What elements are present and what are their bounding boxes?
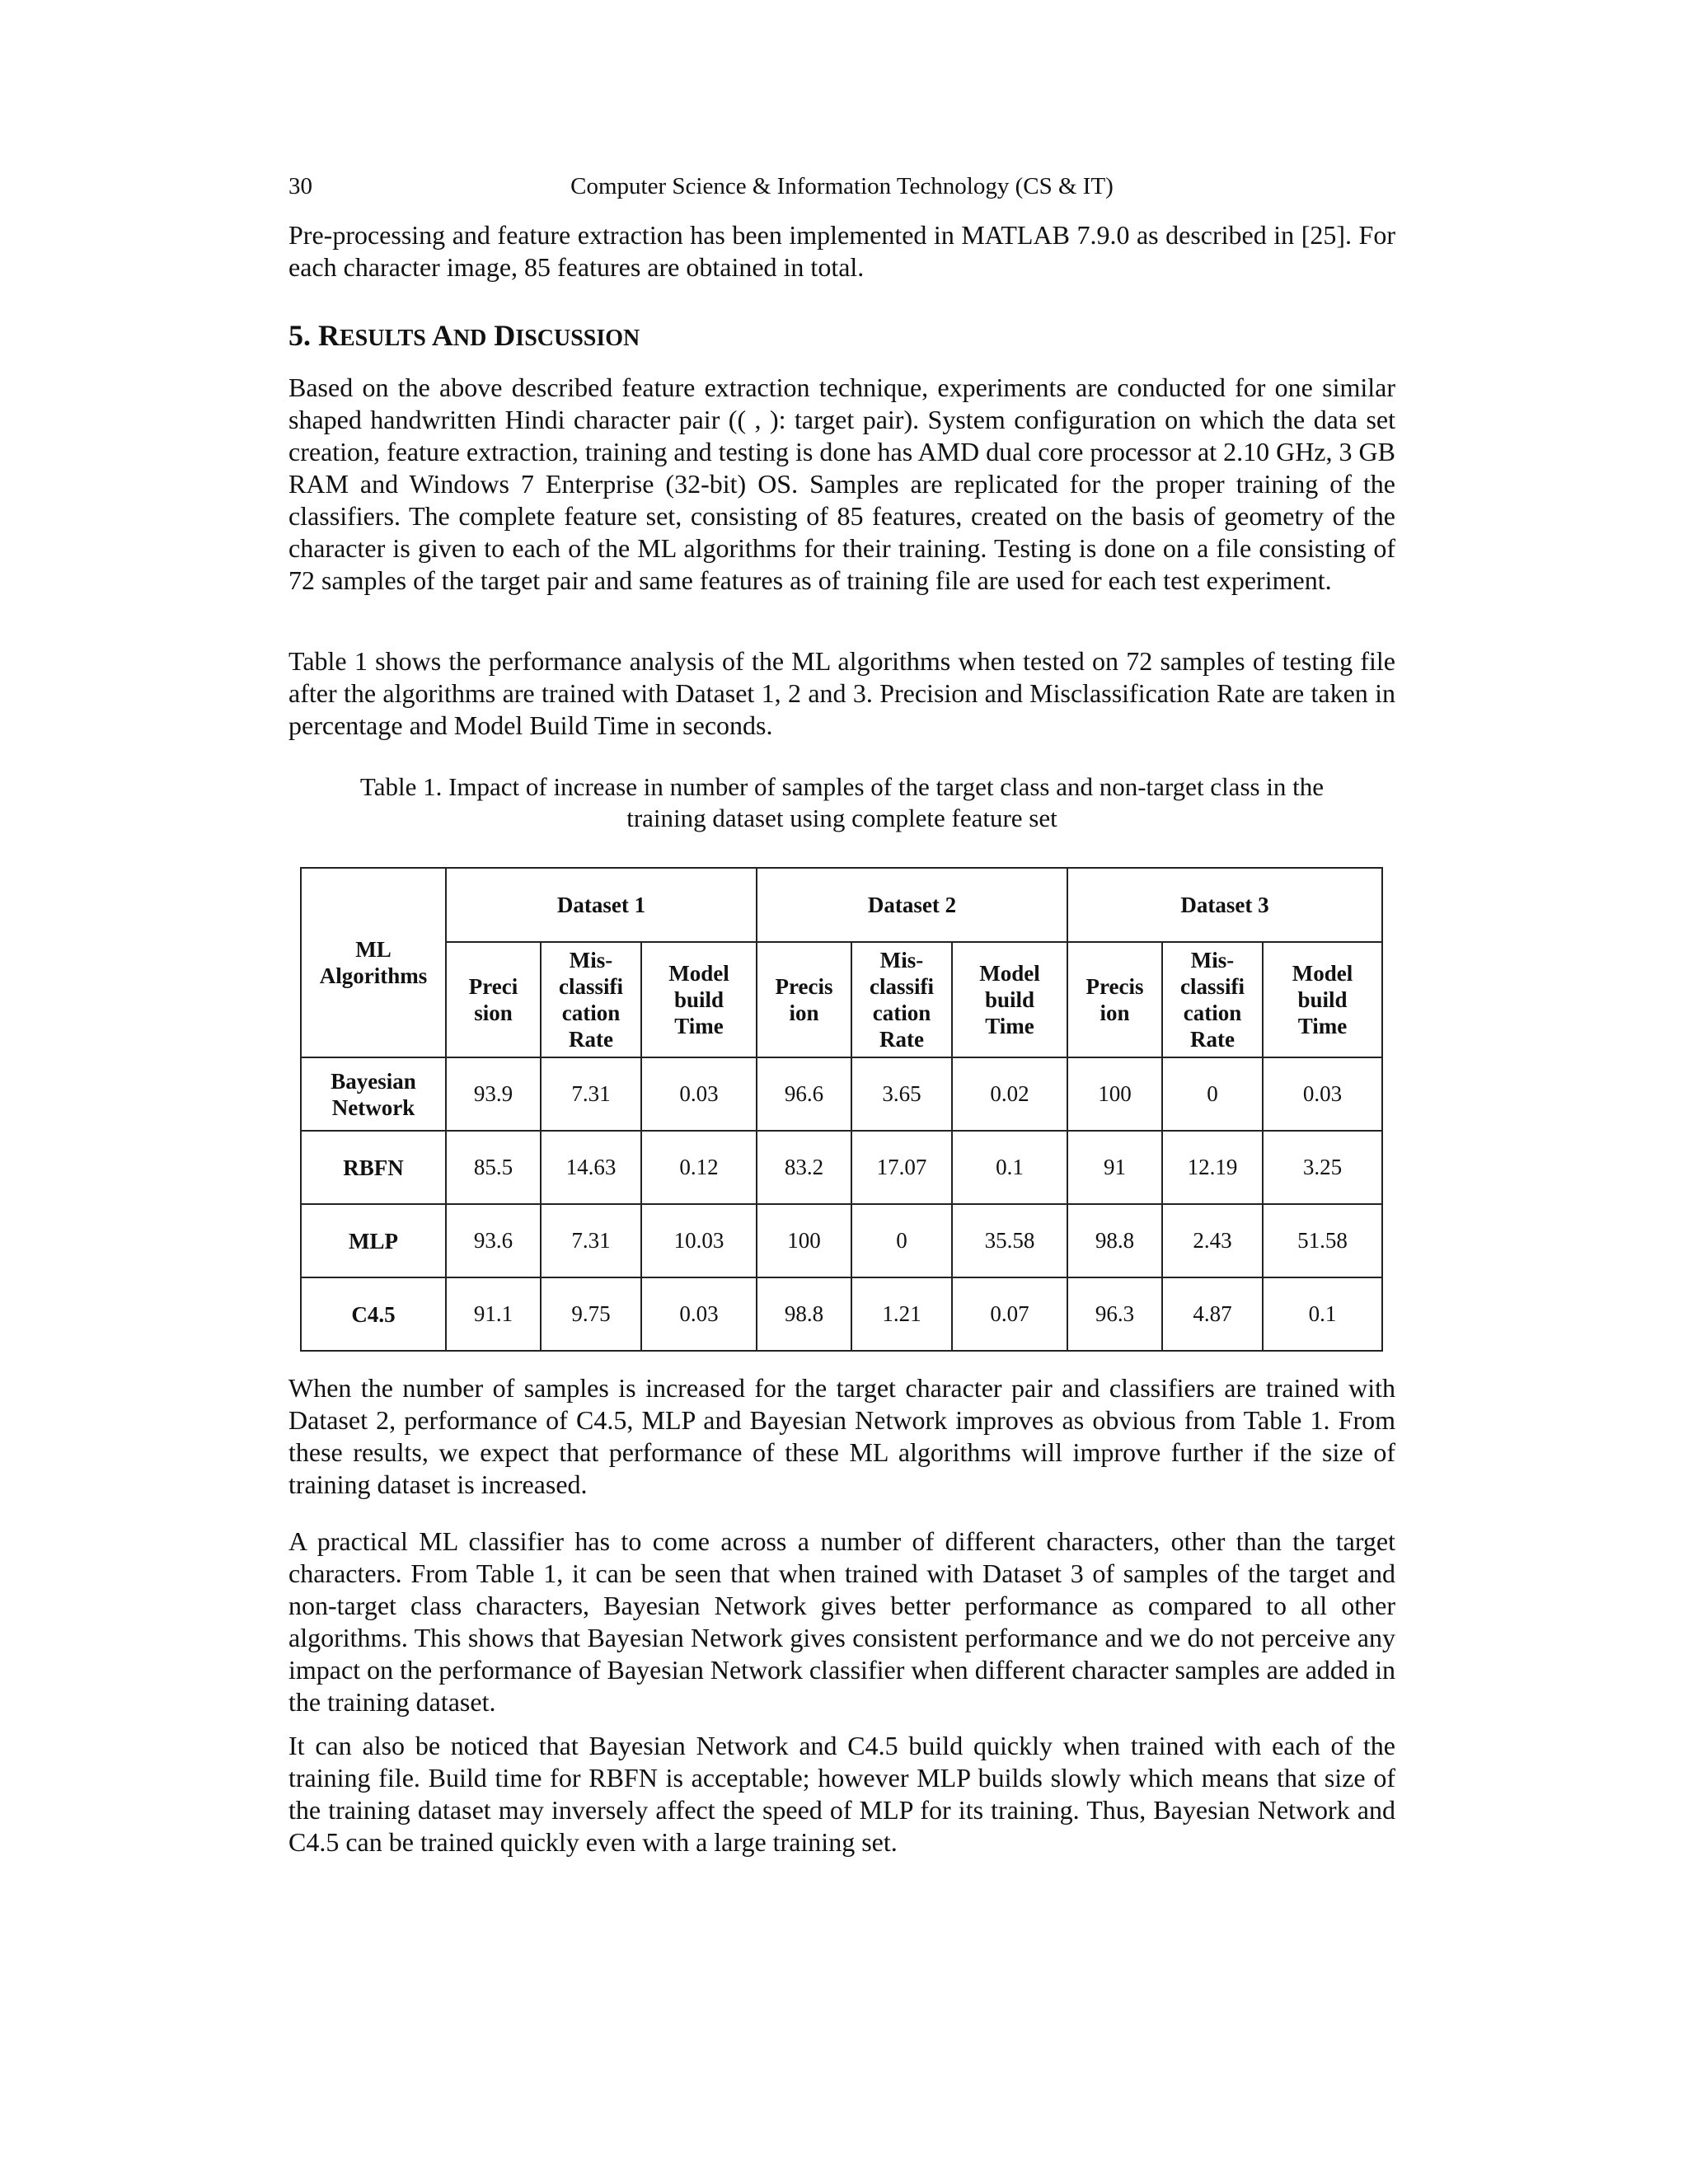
value-cell: 0.03 [641, 1057, 757, 1131]
value-cell: 85.5 [446, 1131, 541, 1204]
value-cell: 0.02 [952, 1057, 1067, 1131]
algorithm-header [301, 868, 446, 1057]
metric-header-text: build [984, 987, 1035, 1012]
metric-header-text: Mis- [1190, 948, 1235, 972]
metric-header-text: sion [474, 1001, 513, 1025]
section-number: 5. [288, 319, 311, 352]
algorithm-name: Bayesian [331, 1068, 416, 1094]
metric-header-text: cation [561, 1001, 621, 1025]
metric-header [446, 942, 541, 1057]
running-header [288, 173, 1395, 206]
metric-header [1067, 942, 1162, 1057]
paragraph-method: Based on the above described feature extraction technique, experiments are conducted for one similar shaped handwritten Hindi character pair (( , ): target pair). System configuration on which the data set creation, feature extraction, training and testing is done has AMD dual core processor at 2.10 GHz, 3 GB RAM and Windows 7 Enterprise (32-bit) OS. Samples are replicated for the proper training of the classifiers. The complete feature set, consisting of 85 features, created on the basis of geometry of the character is given to each of the ML algorithms for their training. Testing is done on a file consisting of 72 samples of the target pair and same features as of training file are used for each test experiment. [288, 373, 1395, 595]
value-cell: 98.8 [757, 1277, 851, 1351]
paragraph-table-intro: Table 1 shows the performance analysis of the ML algorithms when tested on 72 samples of testing file after the algorithms are trained with Dataset 1, 2 and 3. Precision and Misclassification Rate are taken in percentage and Model Build Time in seconds. [288, 646, 1395, 740]
value-cell: 93.6 [446, 1204, 541, 1277]
metric-header [541, 942, 641, 1057]
metric-header-text: Rate [569, 1027, 613, 1052]
metric-header [1263, 942, 1382, 1057]
table-caption-line: Table 1. Impact of increase in number of samples of the target class and non-target class in the [359, 772, 1325, 801]
algorithm-name: Network [331, 1094, 415, 1120]
metric-header-text: Precis [775, 974, 833, 999]
paragraph-dataset2: When the number of samples is increased for the target character pair and classifiers are trained with Dataset 2, performance of C4.5, MLP and Bayesian Network improves as obvious from Table 1. From these results, we expect that performance of these ML algorithms will improve further if the size of training dataset is increased. [288, 1373, 1395, 1499]
value-cell: 35.58 [952, 1204, 1067, 1277]
value-cell: 7.31 [541, 1204, 641, 1277]
paragraph-dataset3: A practical ML classifier has to come across a number of different characters, other than the target characters. From Table 1, it can be seen that when trained with Dataset 3 of samples of the target and non-target class characters, Bayesian Network gives better performance as compared to all other algorithms. This shows that Bayesian Network gives consistent performance and we do not perceive any impact on the performance of Bayesian Network classifier when different character samples are added in the training dataset. [288, 1526, 1395, 1717]
value-cell: 0.03 [641, 1277, 757, 1351]
metric-header-text: Time [674, 1014, 724, 1038]
section-heading [288, 318, 640, 353]
dataset-header: Dataset 3 [1067, 868, 1382, 942]
value-cell: 0.1 [1263, 1277, 1382, 1351]
value-cell: 83.2 [757, 1131, 851, 1204]
metric-header [641, 942, 757, 1057]
metric-header-text: Model [668, 961, 729, 986]
metric-header-text: Model [979, 961, 1040, 986]
metric-header-text: ion [1100, 1001, 1130, 1025]
table-caption [288, 771, 1395, 834]
metric-header-text: cation [872, 1001, 931, 1025]
value-cell: 0.03 [1263, 1057, 1382, 1131]
value-cell: 1.21 [851, 1277, 952, 1351]
metric-header [1162, 942, 1263, 1057]
value-cell: 3.25 [1263, 1131, 1382, 1204]
metric-header-text: classifi [1180, 974, 1245, 999]
metric-header-text: Preci [468, 974, 518, 999]
metric-header [757, 942, 851, 1057]
table-row [301, 1277, 1382, 1351]
dataset-header: Dataset 1 [446, 868, 757, 942]
value-cell: 96.3 [1067, 1277, 1162, 1351]
table-caption-line: training dataset using complete feature set [626, 804, 1057, 832]
metric-header-text: Rate [879, 1027, 924, 1052]
table-row [301, 1057, 1382, 1131]
metric-header [851, 942, 952, 1057]
metric-header-text: classifi [870, 974, 934, 999]
value-cell: 0 [851, 1204, 952, 1277]
value-cell: 10.03 [641, 1204, 757, 1277]
value-cell: 14.63 [541, 1131, 641, 1204]
value-cell: 17.07 [851, 1131, 952, 1204]
value-cell: 96.6 [757, 1057, 851, 1131]
value-cell: 2.43 [1162, 1204, 1263, 1277]
metric-header-text: Mis- [879, 948, 924, 972]
metric-header-text: Model [1292, 961, 1353, 986]
algorithm-name: MLP [349, 1228, 398, 1254]
metric-header [952, 942, 1067, 1057]
algorithm-header-text: ML [355, 937, 392, 962]
algorithm-name-cell [301, 1057, 446, 1131]
metric-header-text: ion [789, 1001, 819, 1025]
value-cell: 93.9 [446, 1057, 541, 1131]
metric-header-text: build [1297, 987, 1348, 1012]
journal-title: Computer Science & Information Technology (CS & IT) [570, 173, 1114, 199]
metric-header-text: cation [1183, 1001, 1242, 1025]
value-cell: 4.87 [1162, 1277, 1263, 1351]
metric-header-text: build [673, 987, 724, 1012]
section-title: RESULTS AND DISCUSSION [318, 319, 640, 352]
algorithm-name: C4.5 [351, 1301, 396, 1327]
metric-header-text: classifi [559, 974, 623, 999]
results-table [300, 867, 1383, 1352]
paragraph-build-time: It can also be noticed that Bayesian Network and C4.5 build quickly when trained with each of the training file. Build time for RBFN is acceptable; however MLP builds slowly which means that size of the training dataset may inversely affect the speed of MLP for its training. Thus, Bayesian Network and C4.5 can be trained quickly even with a large training set. [288, 1731, 1395, 1857]
value-cell: 9.75 [541, 1277, 641, 1351]
metric-header-text: Mis- [569, 948, 613, 972]
value-cell: 7.31 [541, 1057, 641, 1131]
value-cell: 98.8 [1067, 1204, 1162, 1277]
value-cell: 0.07 [952, 1277, 1067, 1351]
table-row [301, 1204, 1382, 1277]
algorithm-name-cell [301, 1131, 446, 1204]
value-cell: 3.65 [851, 1057, 952, 1131]
metric-header-text: Time [985, 1014, 1034, 1038]
metric-header-text: Precis [1085, 974, 1144, 999]
value-cell: 0.12 [641, 1131, 757, 1204]
intro-paragraph: Pre-processing and feature extraction has been implemented in MATLAB 7.9.0 as described in [25]. For each character image, 85 features are obtained in total. [288, 220, 1395, 282]
page-number: 30 [288, 173, 312, 199]
value-cell: 91 [1067, 1131, 1162, 1204]
algorithm-name: RBFN [343, 1155, 404, 1180]
table-row [301, 1131, 1382, 1204]
metric-header-text: Rate [1190, 1027, 1235, 1052]
value-cell: 100 [1067, 1057, 1162, 1131]
algorithm-name-cell [301, 1277, 446, 1351]
value-cell: 0 [1162, 1057, 1263, 1131]
value-cell: 12.19 [1162, 1131, 1263, 1204]
metric-header-text: Time [1297, 1014, 1348, 1038]
algorithm-header-text: Algorithms [319, 963, 428, 988]
value-cell: 51.58 [1263, 1204, 1382, 1277]
value-cell: 100 [757, 1204, 851, 1277]
algorithm-name-cell [301, 1204, 446, 1277]
value-cell: 91.1 [446, 1277, 541, 1351]
dataset-header: Dataset 2 [757, 868, 1067, 942]
value-cell: 0.1 [952, 1131, 1067, 1204]
